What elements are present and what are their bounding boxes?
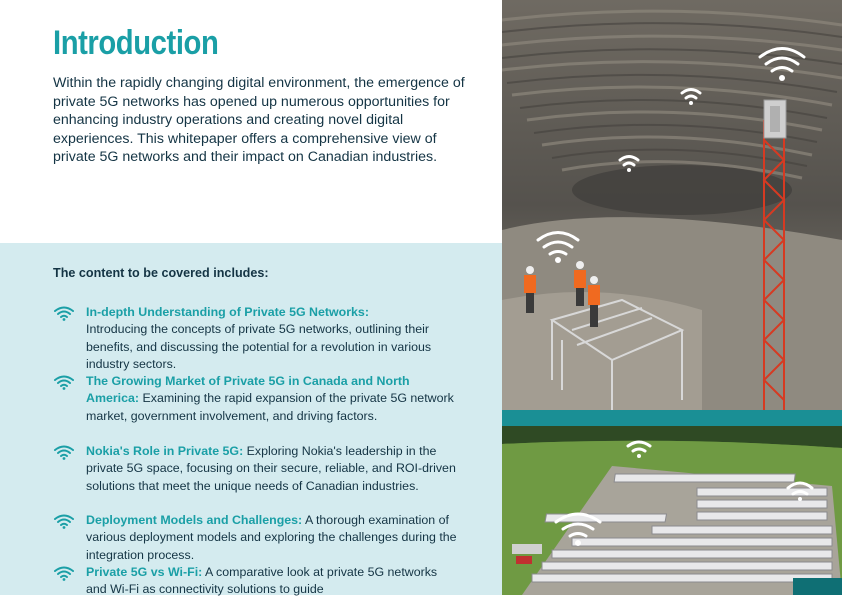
- item-heading: Private 5G vs Wi-Fi:: [86, 565, 203, 579]
- intro-paragraph: Within the rapidly changing digital environment, the emergence of private 5G networks has opened up numerous opportunities for enhancing industry operations and creating novel digital experiences. This whitepaper offers a comprehensive view of private 5G networks and their impact on Canadian industries.: [53, 75, 465, 166]
- item-body: A thorough examination of various deployment models and exploring the challenges during the integration process.: [86, 513, 457, 562]
- item-heading: In-depth Understanding of Private 5G Networks:: [86, 305, 369, 319]
- wifi-icon: [53, 513, 75, 529]
- mine-photo: [502, 0, 842, 410]
- item-body: Introducing the concepts of private 5G networks, outlining their benefits, and discussing the potential for a revolution in various industry sectors.: [86, 322, 432, 371]
- item-heading: Nokia's Role in Private 5G:: [86, 444, 244, 458]
- corner-accent: [793, 578, 842, 595]
- item-body: Examining the rapid expansion of the private 5G network market, government involvement, and driving factors.: [86, 391, 454, 423]
- item-body: A comparative look at private 5G networks and Wi-Fi as connectivity solutions to guide: [86, 565, 438, 597]
- wifi-icon: [53, 374, 75, 390]
- mine-photo-graphic: [502, 0, 842, 410]
- divider-band: [502, 410, 842, 426]
- page-title: Introduction: [53, 24, 219, 62]
- camp-photo: [502, 426, 842, 595]
- wifi-icon: [53, 305, 75, 321]
- covered-heading: The content to be covered includes:: [53, 266, 269, 280]
- camp-photo-graphic: [502, 426, 842, 595]
- item-body: Exploring Nokia's leadership in the private 5G space, focusing on their secure, reliable, and ROI-driven solutions that meet the unique needs of Canadian industries.: [86, 444, 456, 493]
- item-heading: The Growing Market of Private 5G in Canada and North America:: [86, 374, 410, 406]
- item-heading: Deployment Models and Challenges:: [86, 513, 303, 527]
- wifi-icon: [53, 565, 75, 581]
- wifi-icon: [53, 444, 75, 460]
